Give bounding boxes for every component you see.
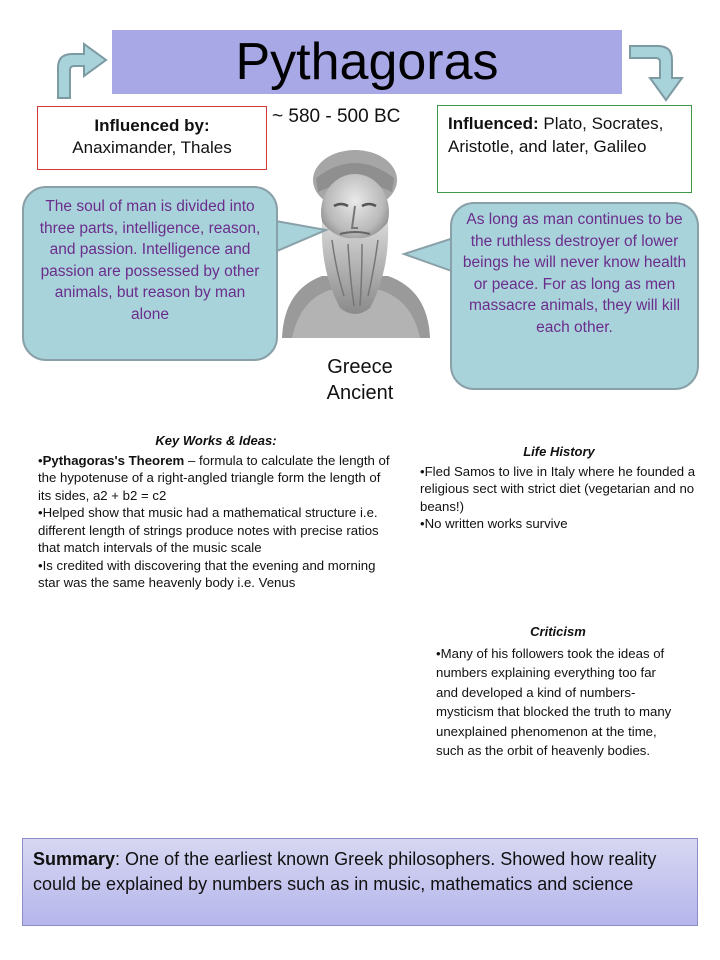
quote-bubble-right: [450, 202, 699, 390]
list-item-text: Many of his followers took the ideas of numbers explaining everything too far and developed a kind of numbers-mysticism that blocked the truth to many unexplained phenomenon at the time, such as the orbit of heavenly bodies.: [436, 645, 672, 758]
influenced-label: Influenced:: [448, 114, 539, 133]
list-item-text: – formula to calculate the length of the hypotenuse of a right-angled triangle form the length of its sides, a2 + b2 = c2: [38, 452, 390, 503]
criticism-heading: Criticism: [530, 624, 586, 639]
lifespan-dates: ~ 580 - 500 BC: [272, 106, 401, 127]
quote-right-text: As long as man continues to be the ruthless destroyer of lower beings he will never know health or peace. For as long as men massacre animals, they will kill each other.: [462, 211, 687, 336]
quote-left-text: The soul of man is divided into three parts, intelligence, reason, and passion. Intelligence and passion are possessed by other animals, but reason by man alone: [39, 198, 261, 323]
list-item-text: Is credited with discovering that the evening and morning star was the same heavenly body i.e. Venus: [38, 557, 376, 590]
life-history-section: [420, 443, 698, 533]
key-works-heading: Key Works & Ideas:: [155, 433, 277, 448]
list-item-text: Fled Samos to live in Italy where he founded a religious sect with strict diet (vegetarian and no beans!): [420, 463, 696, 514]
summary-text: : One of the earliest known Greek philosophers. Showed how reality could be explained by numbers such as in music, mathematics and science: [33, 849, 657, 894]
key-works-section: [38, 432, 394, 592]
criticism-list: [436, 644, 680, 761]
life-history-heading: Life History: [523, 444, 595, 459]
criticism-section: [436, 622, 680, 761]
list-item: •No written works survive: [420, 516, 568, 531]
list-item: •Is credited with discovering that the evening and morning star was the same heavenly body i.e. Venus: [38, 557, 376, 590]
life-history-list: [420, 463, 698, 533]
influenced-by-box: [37, 106, 267, 170]
origin-label: [308, 354, 412, 406]
page-title: Pythagoras: [235, 33, 499, 91]
curved-arrow-left-icon: [48, 40, 110, 100]
list-item-bold: Pythagoras's Theorem: [42, 452, 185, 468]
list-item: •Helped show that music had a mathematical structure i.e. different length of strings produce notes with precise ratios that match intervals of the music scale: [38, 505, 379, 555]
list-item: •Many of his followers took the ideas of numbers explaining everything too far and developed a kind of numbers-mysticism that blocked the truth to many unexplained phenomenon at the time, such as the orbit of heavenly bodies.: [436, 645, 672, 758]
influenced-box: [437, 105, 692, 193]
curved-arrow-right-icon: [628, 40, 688, 104]
list-item: •Pythagoras's Theorem – formula to calculate the length of the hypotenuse of a right-angled triangle form the length of its sides, a2 + b2 = c2: [38, 452, 390, 503]
title-banner: [112, 30, 622, 94]
list-item-text: No written works survive: [424, 516, 568, 531]
influenced-by-text: Anaximander, Thales: [72, 138, 232, 157]
summary-label: Summary: [33, 849, 116, 869]
quote-bubble-left: [22, 186, 278, 361]
origin-country: Greece: [327, 356, 393, 378]
key-works-list: [38, 452, 394, 592]
list-item: •Fled Samos to live in Italy where he founded a religious sect with strict diet (vegetarian and no beans!): [420, 463, 696, 514]
list-item-text: Helped show that music had a mathematical structure i.e. different length of strings produce notes with precise ratios that match intervals of the music scale: [38, 505, 379, 555]
origin-era: Ancient: [326, 382, 394, 404]
influenced-text: Plato, Socrates, Aristotle, and later, Galileo: [448, 114, 664, 156]
summary-box: [22, 838, 698, 926]
influenced-by-label: Influenced by:: [94, 116, 210, 135]
speech-bubble-tail: [270, 210, 330, 270]
